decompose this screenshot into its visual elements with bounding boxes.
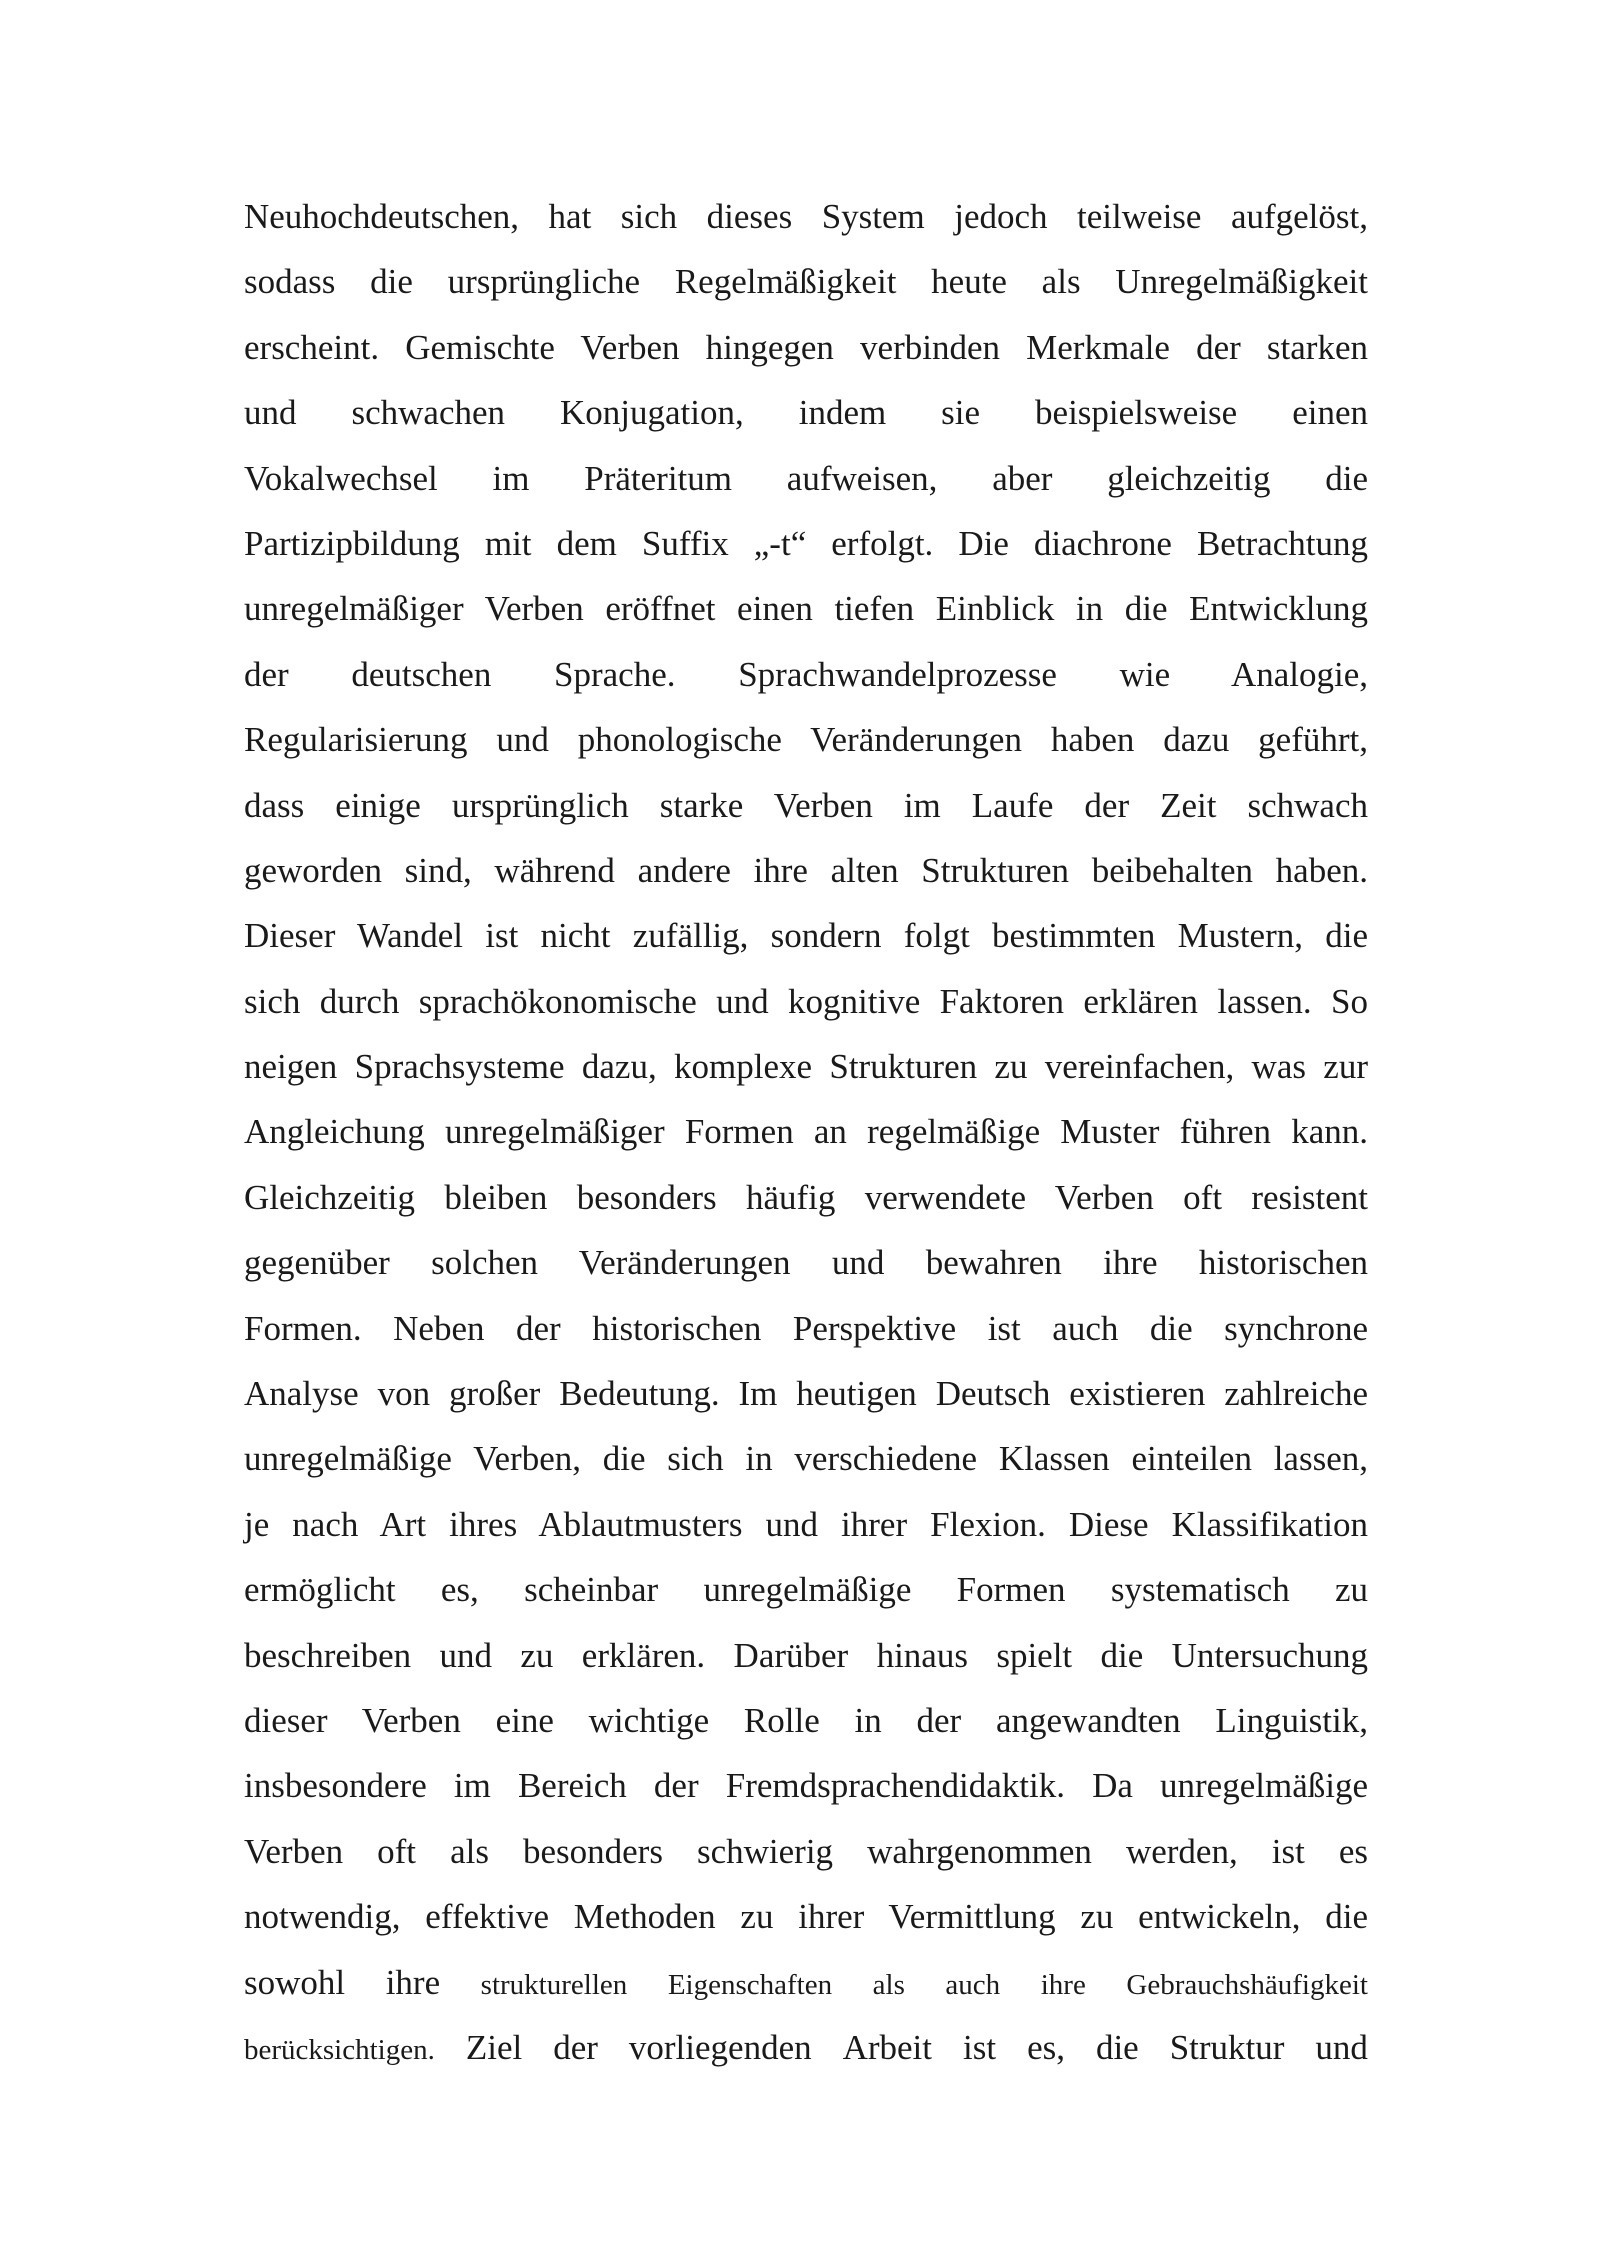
word: Struktur xyxy=(1169,2027,1285,2067)
text-line: unregelmäßige Verben, die sich in verschiedene Klassen einteilen lassen, xyxy=(244,1439,1368,1479)
text-line: der deutschen Sprache. Sprachwandelprozesse wie Analogie, xyxy=(244,654,1368,694)
word: vorliegenden xyxy=(628,2027,812,2067)
text-line: beschreiben und zu erklären. Darüber hinaus spielt die Untersuchung xyxy=(244,1635,1368,1675)
body-text xyxy=(244,192,1368,2088)
word: es, xyxy=(1027,2027,1065,2067)
word: auch xyxy=(945,1968,1001,2001)
text-line: Analyse von großer Bedeutung. Im heutigen Deutsch existieren zahlreiche xyxy=(244,1374,1368,1414)
text-line: insbesondere im Bereich der Fremdsprachendidaktik. Da unregelmäßige xyxy=(244,1766,1368,1806)
word: ihre xyxy=(385,1962,441,2002)
text-line: Dieser Wandel ist nicht zufällig, sondern folgt bestimmten Mustern, die xyxy=(244,916,1368,956)
text-line: dieser Verben eine wichtige Rolle in der angewandten Linguistik, xyxy=(244,1700,1368,1740)
text-line: unregelmäßiger Verben eröffnet einen tiefen Einblick in die Entwicklung xyxy=(244,589,1368,629)
word: strukturellen xyxy=(480,1968,628,2001)
word: und xyxy=(1315,2027,1368,2067)
text-line: Neuhochdeutschen, hat sich dieses System jedoch teilweise aufgelöst, xyxy=(244,197,1368,236)
text-line: Regularisierung und phonologische Veränderungen haben dazu geführt, xyxy=(244,720,1368,760)
text-line: und schwachen Konjugation, indem sie beispielsweise einen xyxy=(244,393,1368,433)
text-line: Verben oft als besonders schwierig wahrgenommen werden, ist es xyxy=(244,1831,1368,1871)
text-line: notwendig, effektive Methoden zu ihrer Vermittlung zu entwickeln, die xyxy=(244,1897,1368,1937)
text-line-mixed-size xyxy=(244,2023,1368,2088)
word: Gebrauchshäufigkeit xyxy=(1126,1968,1368,2001)
text-line: geworden sind, während andere ihre alten Strukturen beibehalten haben. xyxy=(244,850,1368,890)
word: der xyxy=(553,2027,598,2067)
word: die xyxy=(1095,2027,1139,2067)
word: als xyxy=(872,1968,905,2001)
word: Ziel xyxy=(465,2027,523,2067)
text-line: erscheint. Gemischte Verben hingegen verbinden Merkmale der starken xyxy=(244,327,1368,367)
text-line: Partizipbildung mit dem Suffix „-t“ erfolgt. Die diachrone Betrachtung xyxy=(244,523,1368,563)
text-line: neigen Sprachsysteme dazu, komplexe Strukturen zu vereinfachen, was zur xyxy=(244,1047,1368,1087)
text-line: je nach Art ihres Ablautmusters und ihrer Flexion. Diese Klassifikation xyxy=(244,1504,1368,1544)
text-line: gegenüber solchen Veränderungen und bewahren ihre historischen xyxy=(244,1243,1368,1283)
text-line: sodass die ursprüngliche Regelmäßigkeit heute als Unregelmäßigkeit xyxy=(244,262,1368,302)
word: Eigenschaften xyxy=(667,1968,833,2001)
text-line: Angleichung unregelmäßiger Formen an regelmäßige Muster führen kann. xyxy=(244,1112,1368,1152)
text-line: Formen. Neben der historischen Perspektive ist auch die synchrone xyxy=(244,1308,1368,1348)
text-line: Vokalwechsel im Präteritum aufweisen, aber gleichzeitig die xyxy=(244,458,1368,498)
text-line: ermöglicht es, scheinbar unregelmäßige Formen systematisch zu xyxy=(244,1570,1368,1610)
text-line: Gleichzeitig bleiben besonders häufig verwendete Verben oft resistent xyxy=(244,1177,1368,1217)
text-line: sich durch sprachökonomische und kognitive Faktoren erklären lassen. So xyxy=(244,981,1368,1021)
word: berücksichtigen. xyxy=(244,2033,435,2066)
word: ist xyxy=(963,2027,997,2067)
word: ihre xyxy=(1040,1968,1086,2001)
text-line: dass einige ursprünglich starke Verben im Laufe der Zeit schwach xyxy=(244,785,1368,825)
word: Arbeit xyxy=(842,2027,933,2067)
text-line-mixed-size xyxy=(244,1958,1368,2023)
word: sowohl xyxy=(244,1962,346,2002)
